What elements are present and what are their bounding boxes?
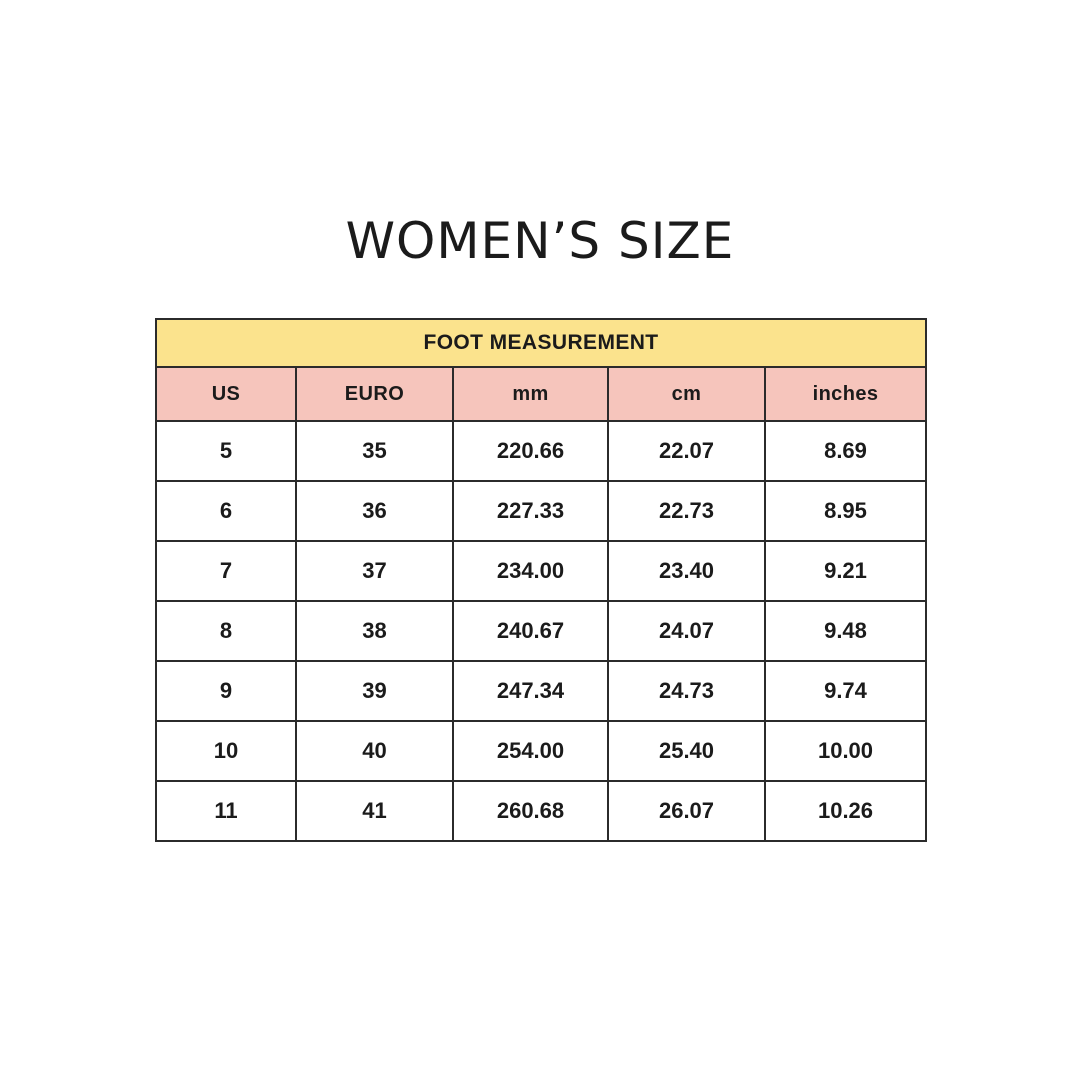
cell-inches: 10.00 — [765, 721, 926, 781]
cell-inches: 10.26 — [765, 781, 926, 841]
table-row — [156, 661, 926, 721]
cell-inches: 8.95 — [765, 481, 926, 541]
table-header — [156, 319, 926, 421]
column-header-euro: EURO — [296, 367, 453, 421]
cell-cm: 23.40 — [608, 541, 765, 601]
cell-us: 11 — [156, 781, 296, 841]
cell-cm: 24.07 — [608, 601, 765, 661]
cell-cm: 24.73 — [608, 661, 765, 721]
table-row — [156, 721, 926, 781]
size-table — [155, 318, 927, 842]
cell-us: 8 — [156, 601, 296, 661]
cell-euro: 37 — [296, 541, 453, 601]
column-header-mm: mm — [453, 367, 608, 421]
column-header-cm: cm — [608, 367, 765, 421]
column-header-inches: inches — [765, 367, 926, 421]
cell-euro: 36 — [296, 481, 453, 541]
cell-inches: 9.21 — [765, 541, 926, 601]
cell-mm: 247.34 — [453, 661, 608, 721]
table-row — [156, 421, 926, 481]
cell-us: 10 — [156, 721, 296, 781]
cell-cm: 25.40 — [608, 721, 765, 781]
cell-mm: 240.67 — [453, 601, 608, 661]
cell-mm: 254.00 — [453, 721, 608, 781]
cell-inches: 9.74 — [765, 661, 926, 721]
column-header-us: US — [156, 367, 296, 421]
cell-euro: 39 — [296, 661, 453, 721]
cell-euro: 38 — [296, 601, 453, 661]
cell-cm: 26.07 — [608, 781, 765, 841]
cell-cm: 22.73 — [608, 481, 765, 541]
table-row — [156, 541, 926, 601]
table-row — [156, 781, 926, 841]
cell-euro: 41 — [296, 781, 453, 841]
table-banner-row — [156, 319, 926, 367]
cell-us: 5 — [156, 421, 296, 481]
table-body — [156, 421, 926, 841]
cell-cm: 22.07 — [608, 421, 765, 481]
page-title: WOMEN’S SIZE — [345, 212, 735, 270]
table-row — [156, 601, 926, 661]
cell-inches: 8.69 — [765, 421, 926, 481]
cell-us: 7 — [156, 541, 296, 601]
cell-us: 9 — [156, 661, 296, 721]
cell-mm: 234.00 — [453, 541, 608, 601]
cell-euro: 35 — [296, 421, 453, 481]
cell-mm: 220.66 — [453, 421, 608, 481]
cell-mm: 260.68 — [453, 781, 608, 841]
cell-euro: 40 — [296, 721, 453, 781]
cell-inches: 9.48 — [765, 601, 926, 661]
table-row — [156, 481, 926, 541]
size-table-container — [155, 318, 925, 842]
cell-us: 6 — [156, 481, 296, 541]
banner-title: FOOT MEASUREMENT — [156, 319, 926, 367]
table-column-header-row — [156, 367, 926, 421]
cell-mm: 227.33 — [453, 481, 608, 541]
